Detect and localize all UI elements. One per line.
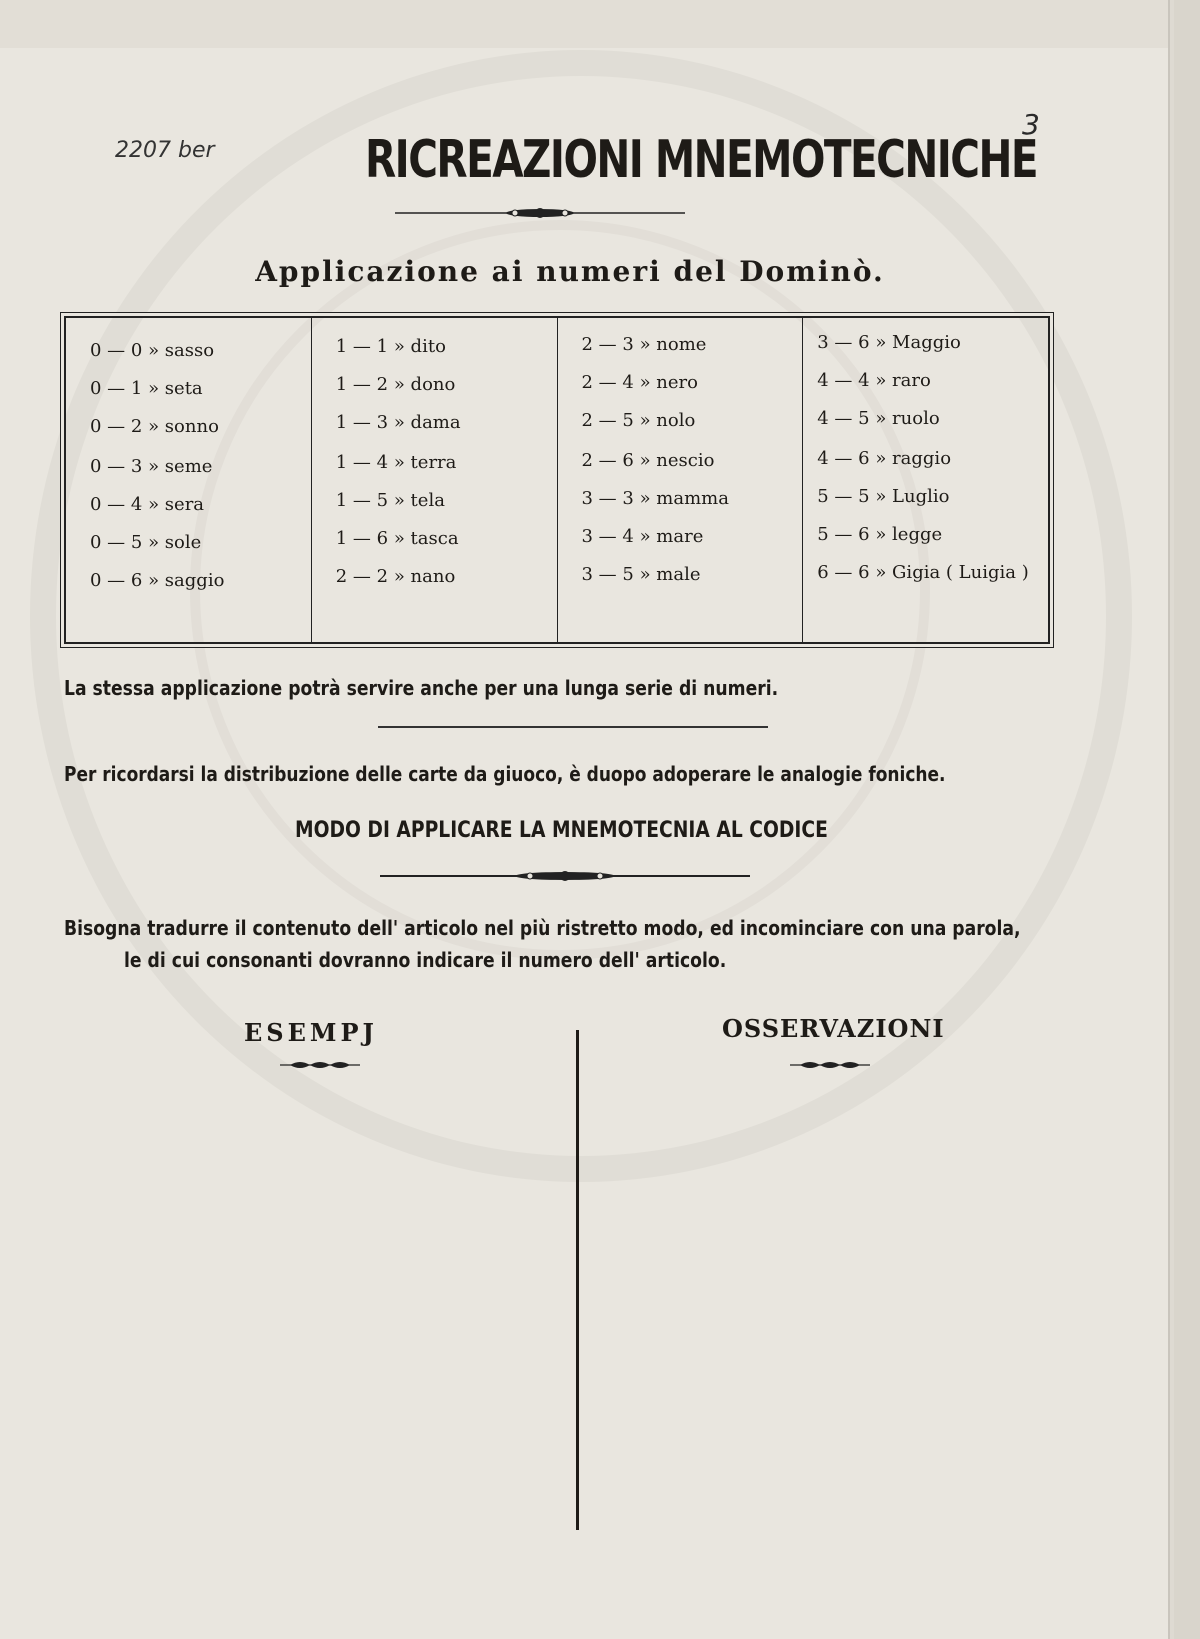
domino-column-1 bbox=[66, 318, 312, 642]
column-divider-line bbox=[576, 1030, 579, 1530]
domino-entry: 1 — 6 » tasca bbox=[335, 528, 459, 549]
domino-entry: 0 — 3 » seme bbox=[90, 456, 213, 477]
note-cards: Per ricordarsi la distribuzione delle carte da giuoco, è duopo adoperare le analogie foniche. bbox=[64, 762, 946, 786]
domino-subtitle: Applicazione ai numeri del Dominò. bbox=[255, 255, 885, 288]
manuscript-number: 2207 ber bbox=[115, 138, 215, 163]
domino-column-4 bbox=[803, 318, 1048, 642]
domino-entry: 4 — 5 » ruolo bbox=[817, 408, 940, 429]
domino-entry: 0 — 1 » seta bbox=[90, 378, 203, 399]
domino-entry: 0 — 0 » sasso bbox=[90, 340, 215, 361]
domino-entry: 3 — 3 » mamma bbox=[581, 488, 729, 509]
domino-entry: 1 — 5 » tela bbox=[335, 490, 445, 511]
title-ornament bbox=[395, 205, 685, 221]
page-top-edge bbox=[0, 0, 1168, 48]
domino-entry: 4 — 6 » raggio bbox=[817, 448, 952, 469]
domino-entry: 3 — 4 » mare bbox=[581, 526, 704, 547]
examples-heading: ESEMPJ bbox=[244, 1018, 378, 1047]
divider-rule bbox=[378, 726, 768, 728]
manuscript-page-number: 3 bbox=[1022, 108, 1040, 141]
domino-entry: 0 — 6 » saggio bbox=[90, 570, 225, 591]
section-ornament bbox=[380, 868, 750, 884]
note-series: La stessa applicazione potrà servire anche per una lunga serie di numeri. bbox=[64, 676, 779, 700]
domino-entry: 3 — 6 » Maggio bbox=[817, 332, 961, 353]
observations-heading: OSSERVAZIONI bbox=[722, 1014, 945, 1043]
domino-entry: 2 — 4 » nero bbox=[581, 372, 698, 393]
domino-entry: 2 — 3 » nome bbox=[581, 334, 707, 355]
domino-entry: 1 — 1 » dito bbox=[335, 336, 446, 357]
domino-entry: 1 — 4 » terra bbox=[335, 452, 457, 473]
domino-entry: 0 — 2 » sonno bbox=[90, 416, 219, 437]
page-title: RICREAZIONI MNEMOTECNICHE bbox=[365, 130, 1038, 190]
instructions-line-1: Bisogna tradurre il contenuto dell' articolo nel più ristretto modo, ed incominciare con una parola, bbox=[64, 916, 1021, 940]
domino-entry: 2 — 5 » nolo bbox=[581, 410, 696, 431]
observations-ornament bbox=[790, 1058, 870, 1072]
domino-table bbox=[64, 316, 1050, 644]
domino-entry: 5 — 6 » legge bbox=[817, 524, 943, 545]
domino-entry: 1 — 2 » dono bbox=[335, 374, 456, 395]
examples-ornament bbox=[280, 1058, 360, 1072]
domino-entry: 3 — 5 » male bbox=[581, 564, 701, 585]
domino-entry: 4 — 4 » raro bbox=[817, 370, 931, 391]
domino-entry: 0 — 5 » sole bbox=[90, 532, 202, 553]
domino-entry: 6 — 6 » Gigia ( Luigia ) bbox=[817, 562, 1029, 583]
domino-entry: 1 — 3 » dama bbox=[335, 412, 461, 433]
instructions-line-2: le di cui consonanti dovranno indicare il numero dell' articolo. bbox=[124, 948, 727, 972]
domino-entry: 2 — 6 » nescio bbox=[581, 450, 715, 471]
domino-entry: 2 — 2 » nano bbox=[335, 566, 456, 587]
domino-column-2 bbox=[312, 318, 558, 642]
domino-entry: 5 — 5 » Luglio bbox=[817, 486, 950, 507]
domino-column-3 bbox=[558, 318, 804, 642]
section-title: MODO DI APPLICARE LA MNEMOTECNIA AL CODICE bbox=[295, 818, 828, 843]
domino-entry: 0 — 4 » sera bbox=[90, 494, 205, 515]
